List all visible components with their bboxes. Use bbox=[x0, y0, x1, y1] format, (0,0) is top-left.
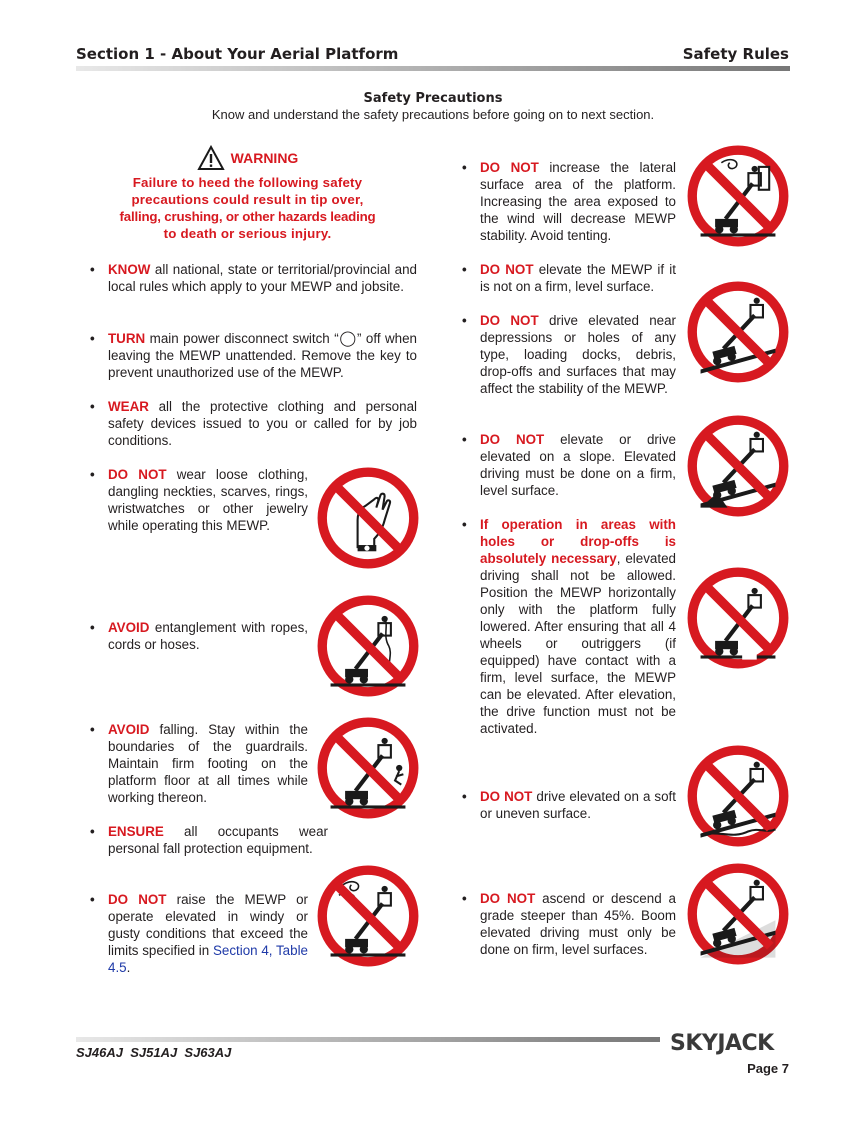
section-link[interactable]: Section 4, Table 4.5 bbox=[108, 943, 309, 975]
list-item: • WEAR all the protective clothing and personal safety devices issued to you or called for by job conditions. bbox=[90, 399, 417, 448]
list-item: • DO NOT increase the lateral surface area of the platform. Increasing the area exposed to the wind will decrease MEWP stability. Avoid tenting. bbox=[462, 160, 676, 243]
prohibition-sign-icon bbox=[316, 466, 420, 570]
list-item: • TURN main power disconnect switch “◯” off when leaving the MEWP unattended. Remove the key to prevent unauthorized use of the MEWP. bbox=[90, 330, 418, 380]
list-item: • ENSURE all occupants wear personal fall protection equipment. bbox=[90, 824, 328, 856]
list-item: • DO NOT ascend or descend a grade steeper than 45%. Boom elevated driving must only be done on firm, level surfaces. bbox=[462, 891, 676, 957]
warning-triangle-icon bbox=[197, 145, 225, 171]
list-item: • AVOID falling. Stay within the boundaries of the guardrails. Maintain firm footing on the platform floor at all times while working thereon. bbox=[90, 722, 308, 805]
section-header: Section 1 - About Your Aerial Platform bbox=[76, 45, 399, 63]
topic-header: Safety Rules bbox=[682, 45, 789, 63]
list-item: • DO NOT elevate or drive elevated on a slope. Elevated driving must be done on a firm, level surface. bbox=[462, 432, 676, 498]
warning-line-3: falling, crushing, or other hazards leading bbox=[119, 209, 376, 224]
power-switch-icon: ◯ bbox=[338, 330, 357, 347]
prohibition-sign-icon bbox=[686, 566, 790, 670]
warning-box bbox=[100, 142, 395, 242]
page-title: Safety Precautions bbox=[363, 91, 503, 106]
skyjack-logo bbox=[668, 1028, 790, 1056]
warning-line-4: to death or serious injury. bbox=[163, 226, 332, 241]
prohibition-sign-icon bbox=[316, 864, 420, 968]
svg-text:SKYJACK: SKYJACK bbox=[670, 1031, 774, 1056]
page-number: Page 7 bbox=[747, 1061, 789, 1076]
list-item: • AVOID entanglement with ropes, cords or hoses. bbox=[90, 620, 308, 652]
warning-line-2: precautions could result in tip over, bbox=[131, 192, 364, 207]
model-list: SJ46AJ SJ51AJ SJ63AJ bbox=[76, 1045, 232, 1060]
prohibition-sign-icon bbox=[686, 862, 790, 966]
list-item: • If operation in areas with holes or drop-offs is absolutely necessary, elevated driving shall not be allowed. Position the MEWP horizontally only with the platform fully lowered. After ensuring that all 4 wheels or outriggers (if equipped) have contact with a firm, level surface, the MEWP can be elevated. After elevation, the drive function must not be activated. bbox=[462, 517, 676, 736]
list-item: • DO NOT raise the MEWP or operate elevated in windy or gusty conditions that exceed the limits specified in Section 4, Table 4.5. bbox=[90, 892, 309, 975]
prohibition-sign-icon bbox=[686, 744, 790, 848]
page-subtitle: Know and understand the safety precautions before going on to next section. bbox=[211, 107, 655, 122]
warning-label: WARNING bbox=[230, 150, 299, 166]
prohibition-sign-icon bbox=[686, 144, 790, 248]
warning-line-1: Failure to heed the following safety bbox=[132, 175, 363, 190]
list-item: • DO NOT drive elevated near depressions or holes of any type, loading docks, debris, drop-offs and surfaces that may affect the stability of the MEWP. bbox=[462, 313, 676, 396]
header-rule bbox=[76, 66, 790, 71]
footer-rule bbox=[76, 1037, 660, 1042]
list-item: • DO NOT wear loose clothing, dangling neckties, scarves, rings, wristwatches or other jewelry while operating this MEWP. bbox=[90, 467, 309, 533]
list-item: • KNOW all national, state or territorial/provincial and local rules which apply to your MEWP and jobsite. bbox=[90, 262, 417, 294]
prohibition-sign-icon bbox=[316, 594, 420, 698]
list-item: • DO NOT drive elevated on a soft or uneven surface. bbox=[462, 789, 676, 821]
prohibition-sign-icon bbox=[686, 414, 790, 518]
prohibition-sign-icon bbox=[316, 716, 420, 820]
prohibition-sign-icon bbox=[686, 280, 790, 384]
list-item: • DO NOT elevate the MEWP if it is not on a firm, level surface. bbox=[462, 262, 676, 294]
